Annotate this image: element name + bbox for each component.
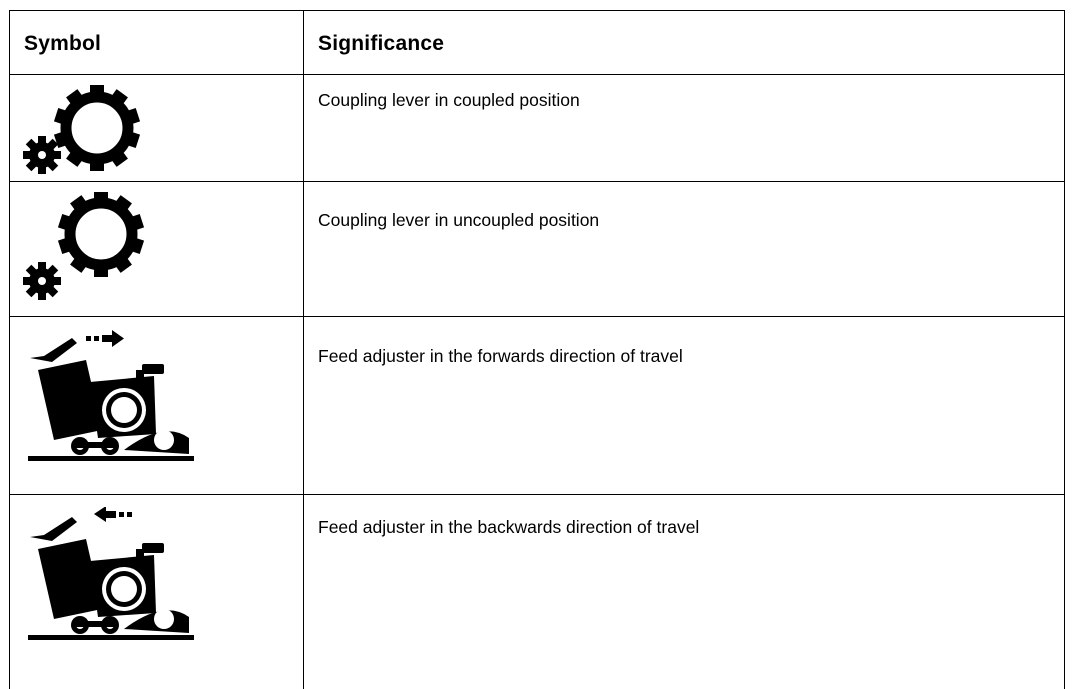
significance-backward: Feed adjuster in the backwards direction of travel (318, 517, 700, 537)
table-border-right (1064, 10, 1065, 689)
gears-coupled-icon (19, 84, 149, 179)
table-header-divider (9, 74, 1065, 75)
significance-uncoupled: Coupling lever in uncoupled position (318, 210, 600, 230)
significance-forward: Feed adjuster in the forwards direction of travel (318, 346, 683, 366)
gears-uncoupled-icon (19, 192, 149, 302)
table-row-divider (9, 181, 1065, 182)
table-column-divider (303, 10, 304, 689)
saw-feed-backward-icon (24, 507, 204, 652)
table-row-divider (9, 494, 1065, 495)
table-border-left (9, 10, 10, 689)
symbol-table (9, 10, 1065, 689)
table-row-divider (9, 316, 1065, 317)
header-significance: Significance (318, 32, 445, 55)
table-border-top (9, 10, 1065, 11)
significance-coupled: Coupling lever in coupled position (318, 90, 580, 110)
saw-feed-forward-icon (24, 330, 204, 470)
header-symbol: Symbol (24, 32, 102, 55)
